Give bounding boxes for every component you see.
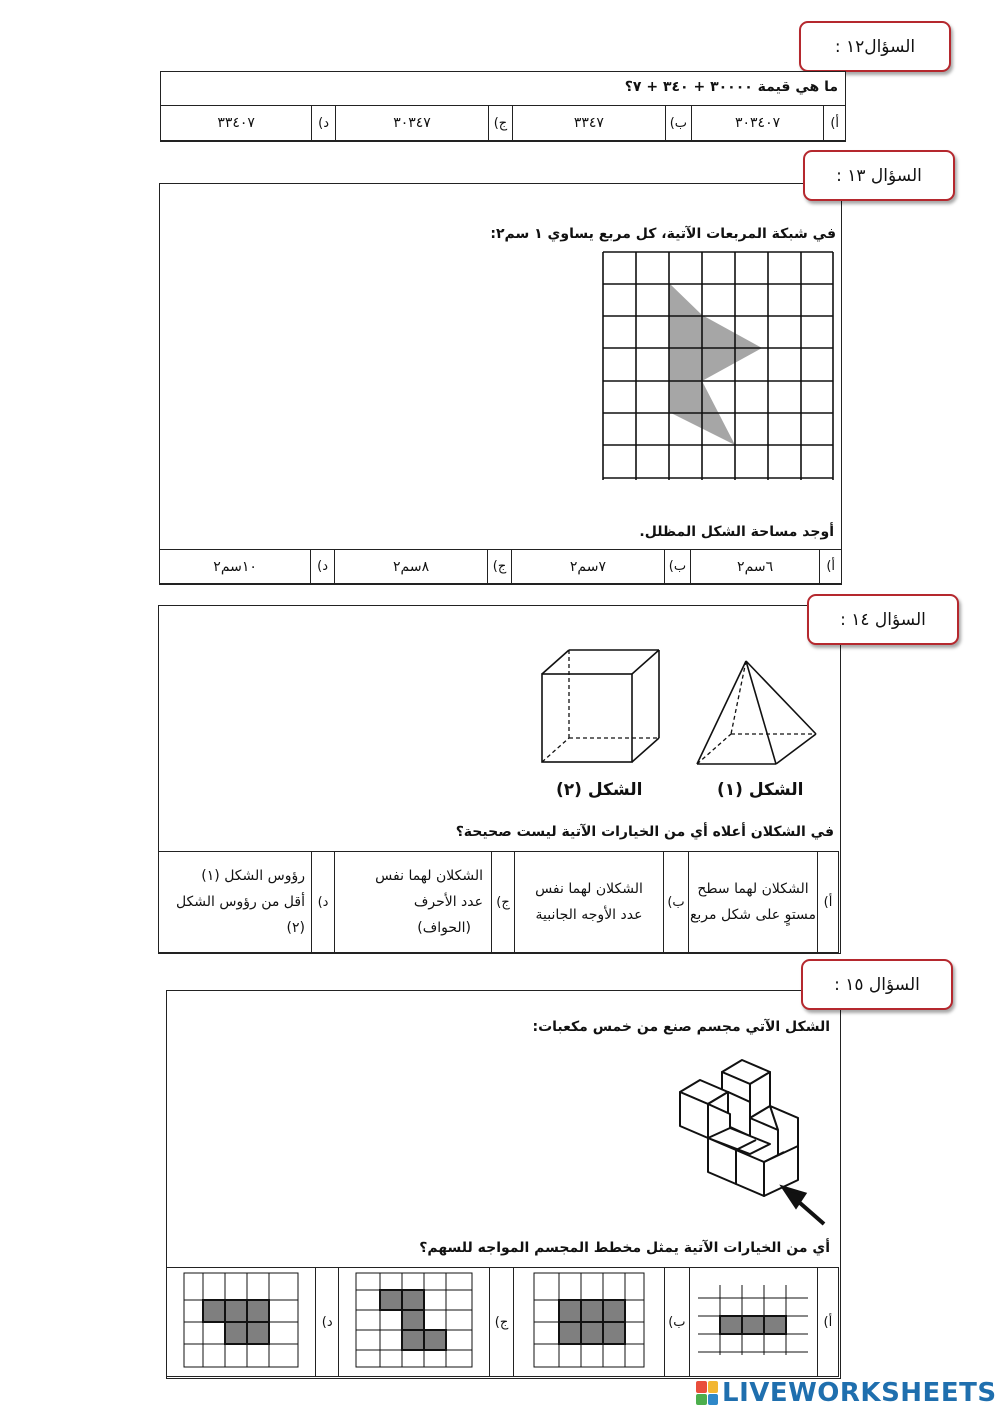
- option-a-answer[interactable]: [689, 852, 818, 953]
- option-b-line-1: الشكلان لهما نفس: [535, 881, 643, 897]
- question-12-label: [799, 21, 951, 72]
- option-b-answer[interactable]: ٣٣٤٧: [512, 106, 665, 141]
- option-c-letter: ج): [492, 852, 515, 953]
- option-c-letter: ج): [488, 550, 512, 584]
- option-c-answer[interactable]: ٨سم٢: [334, 550, 487, 584]
- logo-badge-icon: [696, 1381, 718, 1405]
- option-d-letter: د): [312, 852, 335, 953]
- question-14-options: [158, 851, 839, 953]
- option-d-grid: [183, 1272, 299, 1368]
- option-d-letter: د): [311, 550, 335, 584]
- question-15-text: الشكل الآتي مجسم صنع من خمس مكعبات:: [532, 1019, 830, 1035]
- question-15-label: [801, 959, 953, 1010]
- question-13-label-text: السؤال ١٣ :: [836, 165, 922, 186]
- option-a-answer[interactable]: [690, 1268, 818, 1377]
- option-b-letter: ب): [664, 1268, 689, 1377]
- option-c-letter: ج): [490, 1268, 513, 1377]
- option-b-line-2: عدد الأوجه الجانبية: [535, 907, 643, 923]
- option-c-line-3: (الحواف): [417, 920, 471, 936]
- question-13-prompt: أوجد مساحة الشكل المظلل.: [639, 524, 834, 540]
- shaded-shape: [669, 283, 762, 445]
- option-b-letter: ب): [665, 550, 691, 584]
- option-b-answer[interactable]: [513, 1268, 664, 1377]
- option-a-letter: أ): [818, 852, 839, 953]
- shape-2-caption: الشكل (٢): [556, 780, 643, 800]
- option-d-line-3: (٢): [286, 920, 305, 936]
- liveworksheets-logo: [696, 1378, 997, 1408]
- question-12-label-text: السؤال١٢ :: [834, 36, 916, 57]
- cube-figure: [536, 644, 666, 770]
- option-c-answer[interactable]: ٣٠٣٤٧: [335, 106, 488, 141]
- option-a-letter: أ): [817, 1268, 838, 1377]
- brand-name: LIVEWORKSHEETS: [722, 1378, 997, 1408]
- option-c-answer[interactable]: [339, 1268, 490, 1377]
- option-c-line-2: عدد الأحرف: [413, 894, 483, 910]
- question-14-label-text: السؤال ١٤ :: [840, 609, 926, 630]
- question-13-label: [803, 150, 955, 201]
- option-d-answer[interactable]: ٣٣٤٠٧: [161, 106, 312, 141]
- option-d-letter: د): [312, 106, 336, 141]
- option-b-answer[interactable]: ٧سم٢: [511, 550, 664, 584]
- option-b-letter: ب): [666, 106, 692, 141]
- question-12-options: [160, 105, 846, 141]
- option-b-answer[interactable]: [515, 852, 664, 953]
- option-a-letter: أ): [824, 106, 846, 141]
- question-14-text: في الشكلان أعلاه أي من الخيارات الآتية ليست صحيحة؟: [455, 824, 834, 840]
- option-c-grid: [355, 1272, 473, 1368]
- five-cube-solid-figure: [672, 1054, 834, 1232]
- option-d-answer[interactable]: [159, 852, 312, 953]
- option-c-answer[interactable]: [335, 852, 492, 953]
- pyramid-figure: [694, 656, 820, 768]
- option-b-letter: ب): [664, 852, 689, 953]
- option-b-grid: [533, 1272, 645, 1368]
- option-a-letter: أ): [820, 550, 842, 584]
- option-a-grid: [697, 1284, 809, 1356]
- question-13-options: [159, 549, 842, 584]
- option-a-answer[interactable]: ٣٠٣٤٠٧: [691, 106, 824, 141]
- question-12-text: ما هي قيمة ٣٠٠٠٠ + ٣٤٠ + ٧؟: [624, 79, 838, 95]
- question-15-label-text: السؤال ١٥ :: [834, 974, 920, 995]
- option-d-letter: د): [316, 1268, 339, 1377]
- option-a-answer[interactable]: ٦سم٢: [690, 550, 820, 584]
- option-d-line-2: أقل من رؤوس الشكل: [175, 894, 305, 910]
- option-a-line-2: مستوٍ على شكل مربع: [689, 907, 817, 923]
- question-14-label: [807, 594, 959, 645]
- option-c-line-1: الشكلان لهما نفس: [375, 868, 483, 884]
- option-d-line-1: رؤوس الشكل (١): [201, 868, 305, 884]
- square-grid-figure: [597, 246, 838, 486]
- shape-1-caption: الشكل (١): [717, 780, 804, 800]
- question-15-prompt: أي من الخيارات الآتية يمثل مخطط المجسم المواجه للسهم؟: [419, 1240, 830, 1256]
- option-c-letter: ج): [489, 106, 513, 141]
- option-a-line-1: الشكلان لهما سطح: [697, 881, 809, 897]
- question-15-options: [166, 1267, 839, 1377]
- option-d-answer[interactable]: ١٠سم٢: [160, 550, 311, 584]
- option-d-answer[interactable]: [167, 1268, 316, 1377]
- question-13-text: في شبكة المربعات الآتية، كل مربع يساوي ١ سم٢:: [490, 226, 836, 242]
